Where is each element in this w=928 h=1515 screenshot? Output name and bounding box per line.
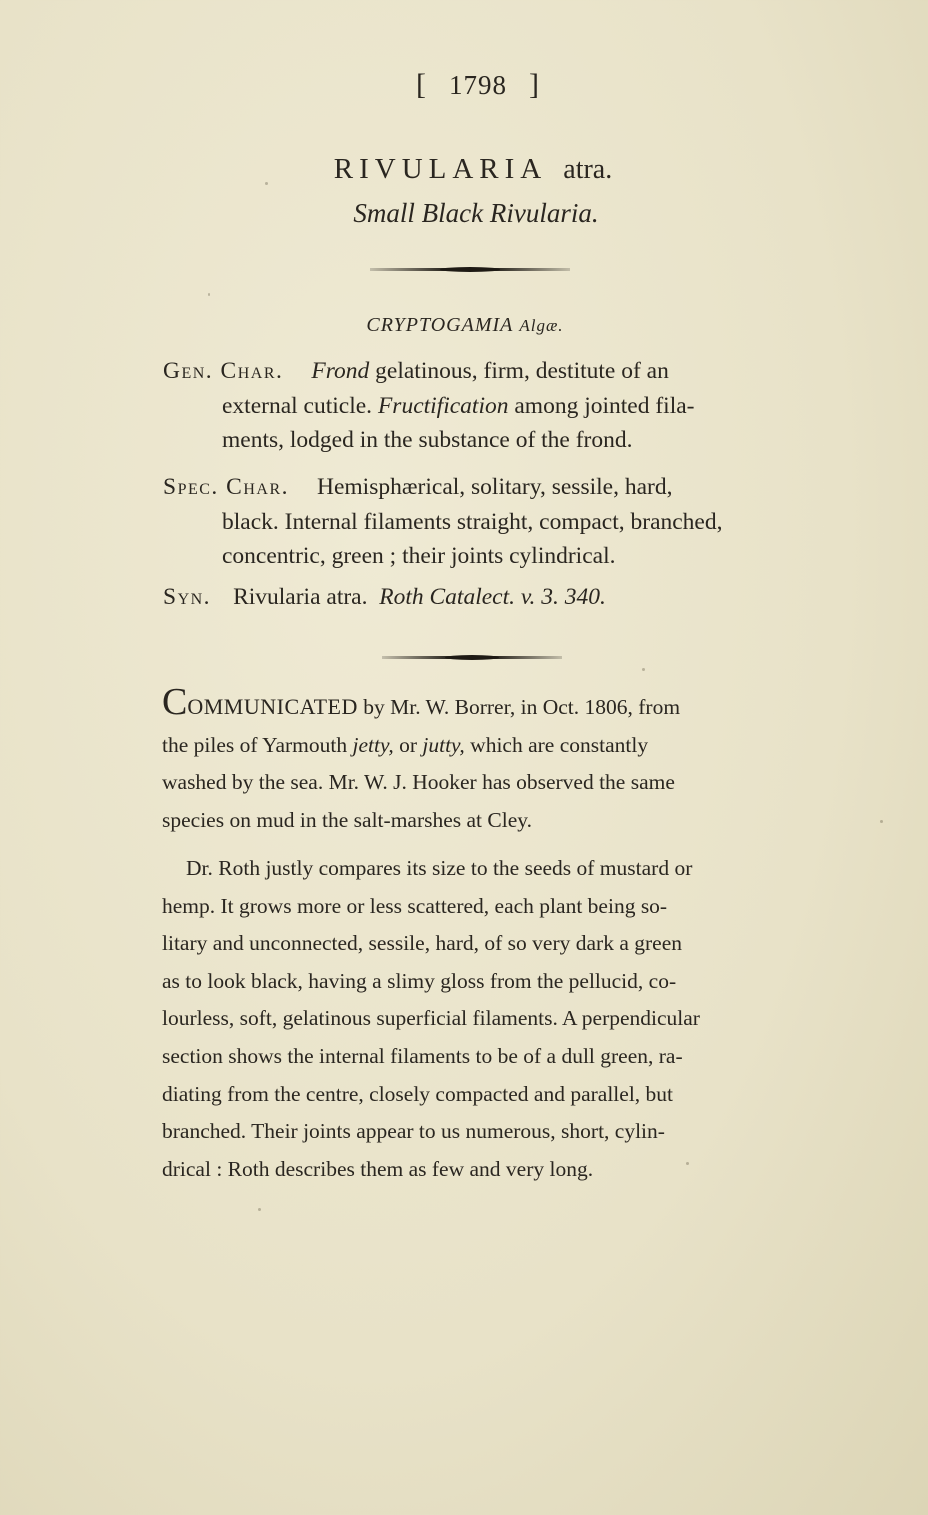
- classification: [0, 314, 928, 337]
- paragraph-description: [162, 850, 782, 1188]
- ornamental-rule-top: [370, 268, 570, 271]
- paragraph-text: as to look black, having a slimy gloss from the pellucid, co-: [162, 968, 677, 993]
- order-name: Algæ.: [519, 316, 564, 335]
- paragraph-text: or: [393, 732, 423, 757]
- generic-character-text: gelatinous, firm, destitute of an: [369, 358, 669, 384]
- paper-speck: [686, 1162, 689, 1165]
- italic-word: jutty,: [422, 732, 465, 757]
- paragraph-text: the piles of Yarmouth: [162, 732, 353, 757]
- generic-character-term-fructification: Fructification: [377, 392, 509, 419]
- page-number: [0, 68, 928, 102]
- italic-word: jetty,: [352, 732, 394, 757]
- paragraph-text: diating from the centre, closely compacted and parallel, but: [162, 1081, 674, 1106]
- paragraph-communicated: [162, 683, 782, 839]
- specific-character: [163, 470, 783, 574]
- paper-speck: [208, 293, 210, 296]
- genus-name: RIVULARIA: [333, 153, 548, 185]
- generic-character: [163, 354, 783, 458]
- synonym-name: Rivularia atra.: [233, 584, 368, 610]
- paragraph-text: Dr. Roth justly compares its size to the seeds of mustard or: [186, 856, 693, 880]
- paper-speck: [265, 182, 268, 185]
- drop-cap: C: [162, 681, 188, 723]
- left-bracket: [: [416, 68, 427, 101]
- generic-character-text: ments, lodged in the substance of the frond.: [222, 427, 633, 453]
- synonym-reference: Roth Catalect. v. 3. 340.: [379, 584, 606, 610]
- synonym-label: Syn.: [163, 584, 212, 610]
- paragraph-text: drical : Roth describes them as few and very long.: [162, 1156, 594, 1181]
- species-epithet: atra.: [563, 154, 613, 185]
- specific-character-text: Hemisphærical, solitary, sessile, hard,: [317, 474, 673, 500]
- species-title: [0, 152, 928, 186]
- ornamental-rule-bottom: [382, 656, 562, 659]
- generic-character-term-frond: Frond: [311, 358, 370, 384]
- right-bracket: ]: [529, 68, 540, 101]
- specific-character-text: black. Internal filaments straight, compact, branched,: [222, 508, 723, 535]
- paragraph-text: litary and unconnected, sessile, hard, of so very dark a green: [162, 931, 682, 956]
- common-name: Small Black Rivularia.: [353, 198, 599, 228]
- page-number-value: 1798: [449, 70, 507, 100]
- specific-character-label: Spec. Char.: [163, 474, 289, 500]
- paragraph-text: washed by the sea. Mr. W. J. Hooker has observed the same: [162, 770, 675, 795]
- synonym: [163, 580, 783, 615]
- paragraph-text: hemp. It grows more or less scattered, each plant being so-: [162, 893, 668, 918]
- paper-speck: [880, 820, 883, 823]
- paragraph-text: lourless, soft, gelatinous superficial filaments. A perpendicular: [162, 1006, 700, 1031]
- generic-character-text: among jointed fila-: [508, 392, 695, 419]
- paragraph-text: species on mud in the salt-marshes at Cley.: [162, 807, 532, 832]
- paragraph-text: by Mr. W. Borrer, in Oct. 1806, from: [357, 695, 681, 719]
- specific-character-text: concentric, green ; their joints cylindrical.: [222, 543, 616, 569]
- paragraph-text: section shows the internal filaments to be of a dull green, ra-: [162, 1043, 683, 1068]
- class-name: CRYPTOGAMIA: [366, 314, 514, 336]
- paragraph-text: branched. Their joints appear to us numerous, short, cylin-: [162, 1119, 665, 1144]
- generic-character-label: Gen. Char.: [163, 358, 284, 384]
- generic-character-text: external cuticle.: [222, 392, 378, 419]
- lead-word: OMMUNICATED: [187, 694, 358, 719]
- paragraph-text: which are constantly: [464, 732, 649, 757]
- paper-speck: [258, 1208, 261, 1211]
- paper-speck: [642, 668, 645, 671]
